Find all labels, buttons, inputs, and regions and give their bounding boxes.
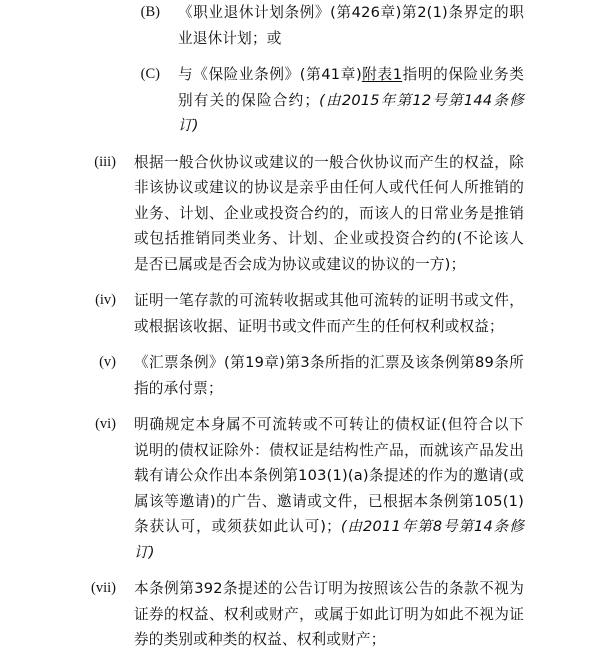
list-item-text — [134, 288, 524, 339]
list-item — [0, 0, 600, 51]
text-segment: 《职业退休计划条例》(第426章)第2(1)条界定的职业退休计划；或 — [178, 4, 524, 47]
list-item-text — [134, 150, 524, 278]
amendment-note: (由2015年第12号第144条修订) — [178, 91, 524, 134]
list-item-marker: (v) — [99, 354, 116, 370]
schedule-reference-link[interactable]: 附表1 — [361, 66, 403, 83]
list-item-marker: (iv) — [95, 292, 116, 308]
list-item-marker: (iii) — [94, 153, 116, 170]
text-segment: 本条例第392条提述的公告订明为按照该公告的条款不视为证券的权益、权利或财产，或属于如此订明为如此不视为证券的类别或种类的权益、权利或财产； — [134, 580, 524, 648]
list-item-marker: (vii) — [91, 580, 116, 596]
text-segment: 《汇票条例》(第19章)第3条所指的汇票及该条例第89条所指的承付票； — [134, 354, 524, 397]
list-item-text — [178, 0, 524, 51]
list-item — [0, 62, 600, 139]
list-item-text — [134, 350, 524, 401]
text-segment: 根据一般合伙协议或建议的一般合伙协议而产生的权益，除非该协议或建议的协议是亲乎由任何人或代任何人所推销的业务、计划、企业或投资合约的，而该人的日常业务是推销或包括推销同类业务、计划、企业或投资合约的(不论该人是否已属或是否会成为协议或建议的协议的一方)； — [134, 153, 524, 273]
text-segment: 与《保险业条例》(第41章) — [178, 66, 362, 83]
list-item — [0, 288, 600, 339]
list-item — [0, 150, 600, 278]
text-segment: 明确规定本身属不可流转或不可转让的债权证(但符合以下说明的债权证除外：债权证是结构性产品，而就该产品发出载有请公众作出本条例第103(1)(a)条提述的作为的邀请(或属该等邀请)的广告、邀请或文件，已根据本条例第105(1)条获认可，或须获如此认可)； — [134, 416, 524, 535]
list-item-marker: (C) — [140, 66, 160, 82]
list-item-text — [178, 62, 524, 139]
list-item — [0, 350, 600, 401]
text-segment: 指明的保险业务类别有关的保险合约； — [178, 66, 524, 109]
list-item — [0, 576, 600, 653]
text-segment: 证明一笔存款的可流转收据或其他可流转的证明书或文件，或根据该收据、证明书或文件而产生的任何权利或权益； — [134, 292, 524, 335]
list-item-text — [134, 576, 524, 653]
amendment-note: (由2011年第8号第14条修订) — [134, 518, 524, 561]
list-item-marker: (vi) — [95, 416, 116, 432]
list-item-text — [134, 412, 524, 565]
list-item — [0, 412, 600, 565]
list-item-marker: (B) — [140, 4, 160, 20]
